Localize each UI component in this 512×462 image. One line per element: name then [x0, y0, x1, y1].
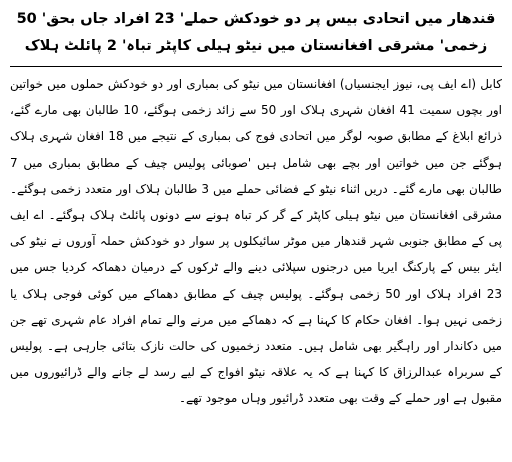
article-body: کابل (اے ایف پی، نیوز ایجنسیاں) افغانستان میں نیٹو کی بمباری اور دو خودکش حملوں میں خواتین اور بچوں سمیت 41 افغان شہری ہلاک اور 50 سے زائد زخمی ہوگئے، 10 طالبان بھی مارے گئے، ذرائع ابلاغ کے مطابق صوبہ لوگر میں اتحادی فوج کی بمباری کے نتیجے میں 18 افغان شہری ہلاک ہوگئے جن میں خواتین اور بچے بھی شامل ہیں 'صوبائی پولیس چیف کے مطابق بمباری میں 7 طالبان بھی مارے گئے۔ دریں اثناء نیٹو کے فضائی حملے میں 3 طالبان ہلاک اور متعدد زخمی ہوگئے۔ مشرقی افغانستان میں نیٹو ہیلی کاپٹر کے گر کر تباہ ہونے سے دونوں پائلٹ ہلاک ہوگئے۔ اے ایف پی کے مطابق جنوبی شہر قندھار میں موٹر سائیکلوں پر سوار دو خودکش حملہ آوروں نے نیٹو کی ایئر بیس کے پارکنگ ایریا میں درجنوں سپلائی دینے والے ٹرکوں کے درمیان دھماکہ کردیا جس میں 23 افراد ہلاک اور 50 زخمی ہوگئے۔ پولیس چیف کے مطابق دھماکے میں کوئی فوجی ہلاک یا زخمی نہیں ہوا۔ افغان حکام کا کہنا ہے کہ دھماکے میں مرنے والے تمام افراد عام شہری تھے جن میں دکاندار اور راہگیر بھی شامل ہیں۔ متعدد زخمیوں کی حالت نازک بتائی جارہی ہے۔ پولیس کے سربراہ عبدالرزاق کا کہنا ہے کہ یہ علاقہ نیٹو افواج کے لیے رسد لے جانے والے ڈرائیوروں میں مقبول ہے اور حملے کے وقت بھی متعدد ڈرائیور وہاں موجود تھے۔ [10, 77, 503, 406]
headline-divider [10, 66, 502, 67]
article-headline: قندھار میں اتحادی بیس پر دو خودکش حملے' 23 افراد جاں بحق' 50 زخمی' مشرقی افغانستان میں نیٹو ہیلی کاپٹر تباہ' 2 پائلٹ ہلاک [16, 11, 496, 54]
